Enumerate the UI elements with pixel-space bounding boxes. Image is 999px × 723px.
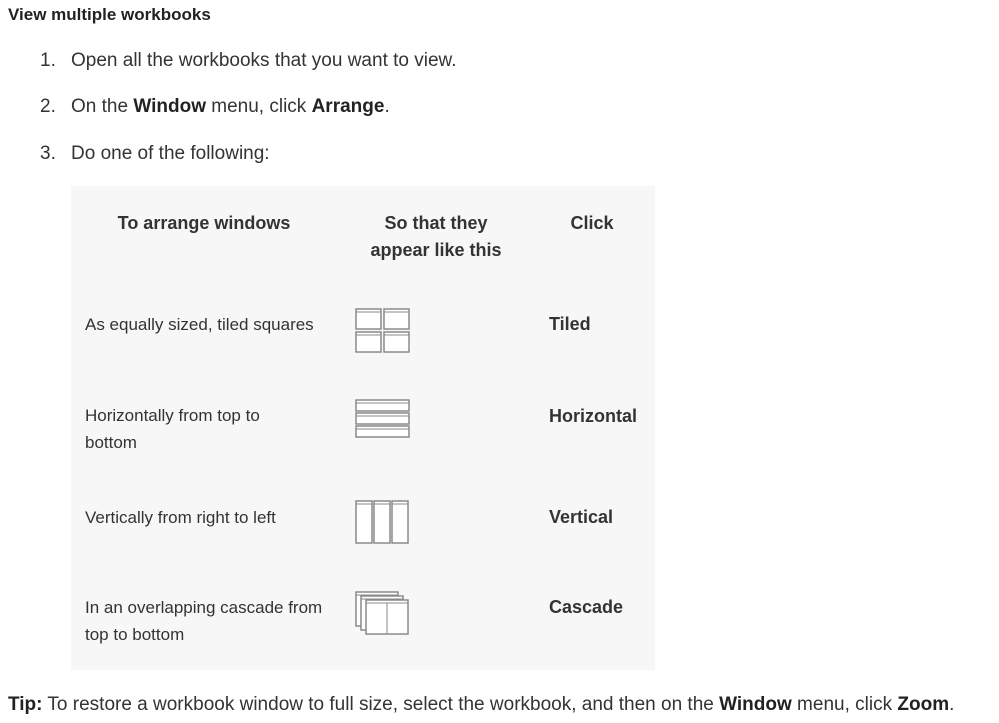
window-menu-term: Window [133,96,206,117]
section-heading: View multiple workbooks [8,5,211,24]
header-appear-like [351,210,521,264]
row-tiled-description: As equally sized, tiled squares [85,315,314,334]
row-cascade-click: Cascade [549,597,624,617]
desc-line2: top to bottom [85,625,185,644]
cascade-windows-icon [355,591,411,637]
zoom-command-term: Zoom [897,694,950,715]
row-vertical-description: Vertically from right to left [85,508,276,527]
tip-label: Tip: [8,694,43,715]
step-1 [40,50,457,72]
arrange-command-term: Arrange [311,96,385,117]
desc-line1: In an overlapping cascade from [85,598,323,617]
window-menu-term: Window [719,694,792,715]
step-text-post: . [384,96,390,117]
row-horizontal-click: Horizontal [549,406,637,426]
row-horizontal-description [85,402,335,456]
step-3 [40,143,270,165]
header-arrange-windows: To arrange windows [117,213,291,233]
step-2 [40,96,390,118]
tip-text-post: . [949,694,955,715]
row-cascade-description [85,594,335,648]
arrange-options-table [71,186,655,670]
step-text: Open all the workbooks that you want to view. [71,50,457,71]
vertical-windows-icon [355,500,411,546]
tip-text-pre: To restore a workbook window to full size, select the workbook, and then on the [42,694,720,715]
header-click: Click [570,213,614,233]
step-number: 1. [40,50,56,71]
header-appear-line1: So that they [384,213,488,233]
tip-paragraph [8,694,954,716]
header-appear-line2: appear like this [370,240,502,260]
step-text: Do one of the following: [71,143,270,164]
row-vertical-click: Vertical [549,507,614,527]
row-tiled-click: Tiled [549,314,591,334]
tip-text-mid: menu, click [791,694,898,715]
desc-line1: Horizontally from top to [85,406,260,425]
step-number: 3. [40,143,56,164]
step-text-mid: menu, click [205,96,312,117]
horizontal-windows-icon [355,399,411,441]
step-number: 2. [40,96,56,117]
step-text-pre: On the [71,96,134,117]
tiled-windows-icon [355,308,411,354]
desc-line2: bottom [85,433,137,452]
